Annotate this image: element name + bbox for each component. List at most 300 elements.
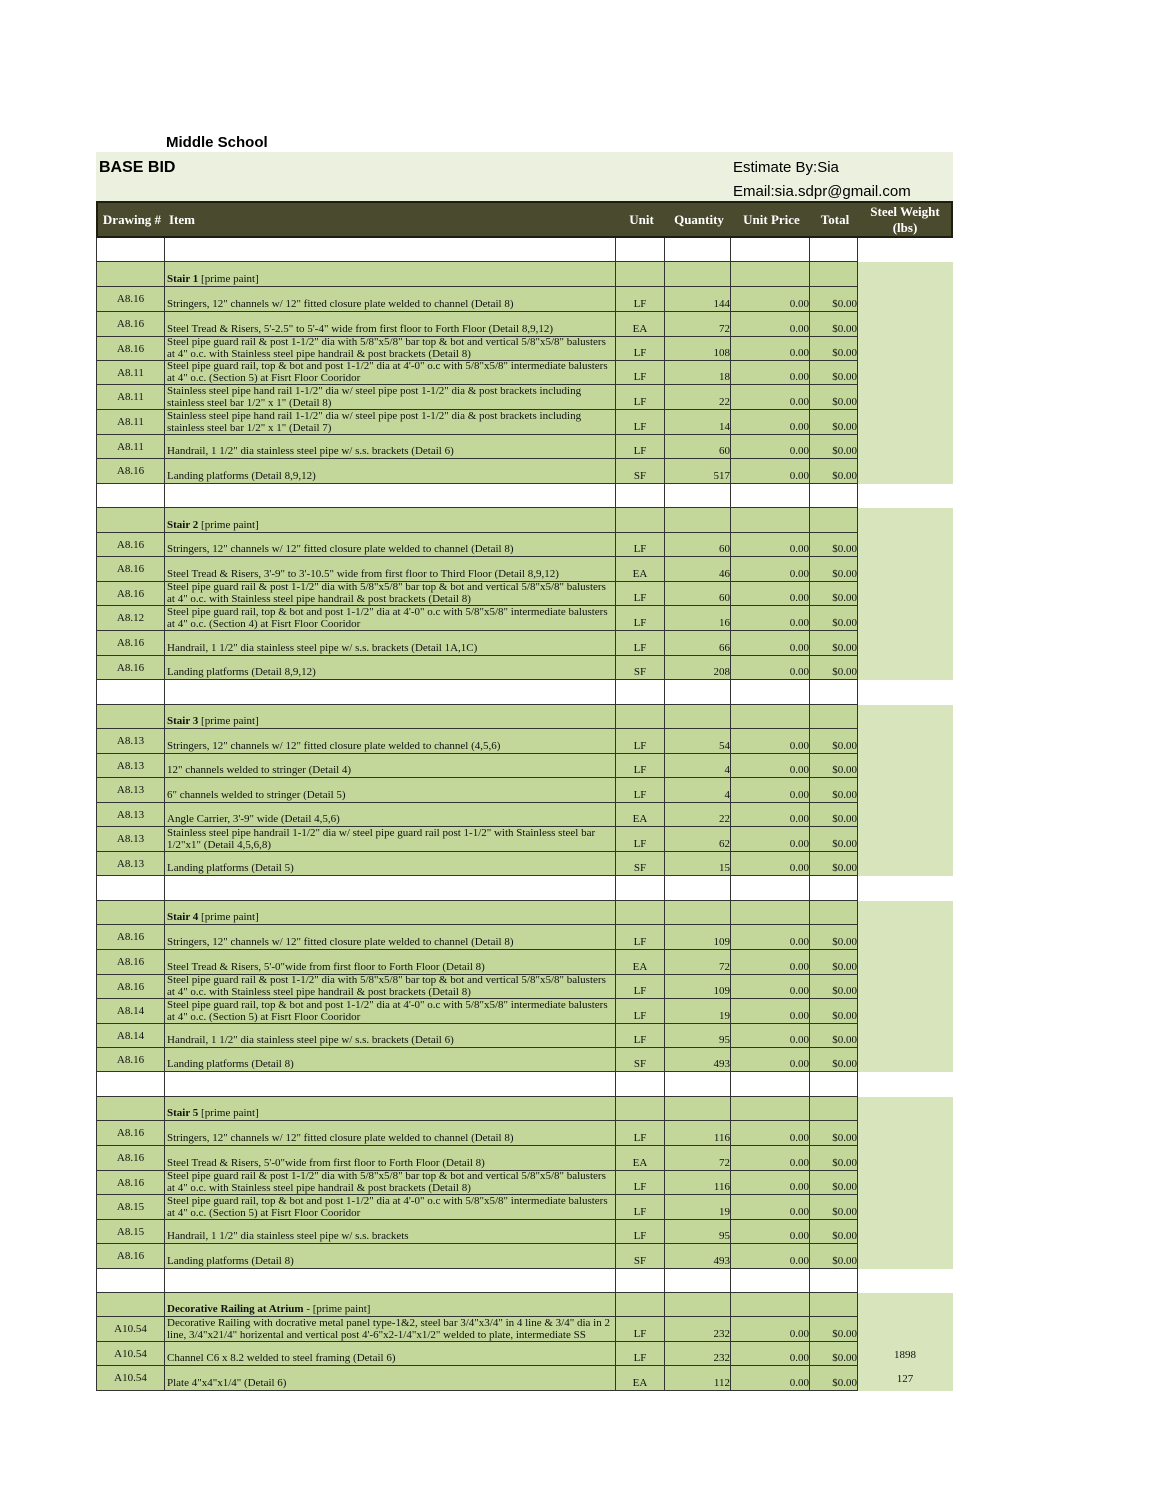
cell-total [810,950,858,975]
total-value: $0.00 [832,371,857,383]
col-item: Item [169,211,195,227]
spacer-row [96,680,858,705]
table-row [96,312,858,337]
cell-unit-price [731,557,810,582]
col-unit-price: Unit Price [743,211,800,227]
drawing-number: A8.16 [116,318,145,330]
quantity-value: 22 [719,396,730,408]
cell-unit [616,631,665,656]
cell-drawing [96,778,165,803]
item-description: Stainless steel pipe hand rail 1-1/2" dia w/ steel pipe post 1-1/2" dia & post brackets including stainless steel bar 1/2" x 1" (Detail 7) [167,410,582,434]
cell-unit-price [731,1146,810,1171]
cell-drawing [96,361,165,385]
total-value: $0.00 [832,1328,857,1340]
unit-price-value: 0.00 [789,740,809,752]
cell-item [165,705,616,729]
cell-quantity [665,1195,731,1220]
cell-item [165,975,616,999]
cell-unit-price [731,1244,810,1269]
cell-unit-price [731,459,810,484]
unit-value: EA [632,568,648,580]
item-description: Stainless steel pipe handrail 1-1/2" dia w/ steel pipe guard rail post 1-1/2" with Stainless steel bar 1/2"x1" (Detail 4,5,6,8) [167,827,596,851]
cell-unit-price [731,656,810,680]
item-description: Angle Carrier, 3'-9" wide (Detail 4,5,6) [167,813,340,825]
cell-quantity [665,361,731,385]
total-value: $0.00 [832,936,857,948]
unit-value: SF [633,1058,647,1070]
cell-unit-price [731,680,810,705]
drawing-number: A8.16 [116,661,145,674]
section-note: [prime paint] [198,273,259,285]
section-title-row [96,1293,858,1317]
total-value: $0.00 [832,789,857,801]
cell-unit [616,287,665,312]
cell-quantity [665,1317,731,1342]
cell-quantity [665,287,731,312]
cell-total [810,803,858,827]
unit-value: SF [633,470,647,482]
col-drawing: Drawing # [102,211,162,227]
cell-total [810,238,858,262]
cell-unit-price [731,1097,810,1121]
total-value: $0.00 [832,862,857,874]
cell-total [810,1293,858,1317]
cell-total [810,999,858,1024]
cell-item [165,606,616,631]
cell-drawing [96,925,165,950]
table-row [96,533,858,557]
cell-drawing [96,262,165,287]
cell-unit [616,827,665,852]
item-description: 6" channels welded to stringer (Detail 5) [167,789,346,801]
total-value: $0.00 [832,1352,857,1364]
unit-value: LF [633,371,647,383]
cell-item [165,533,616,557]
cell-unit [616,999,665,1024]
cell-unit [616,778,665,803]
drawing-number: A8.16 [116,1176,145,1189]
cell-drawing [96,385,165,410]
table-row [96,459,858,484]
cell-drawing [96,1293,165,1317]
section-note: [prime paint] [198,715,259,727]
steel-weight-value: 1898 [894,1349,916,1361]
cell-quantity [665,1097,731,1121]
unit-value: LF [633,1352,647,1364]
cell-quantity [665,999,731,1024]
drawing-number: A8.16 [116,587,145,600]
cell-item [165,680,616,705]
cell-total [810,1195,858,1220]
drawing-number: A8.16 [116,956,145,968]
unit-value: LF [633,936,647,948]
unit-value: LF [633,985,647,997]
drawing-number: A8.16 [116,1053,145,1066]
cell-unit-price [731,803,810,827]
unit-value: EA [632,813,648,825]
cell-unit [616,1293,665,1317]
cell-unit [616,1048,665,1072]
cell-total [810,778,858,803]
section-note: - [prime paint] [303,1303,371,1315]
cell-item [165,1293,616,1317]
unit-value: EA [632,1377,648,1389]
cell-quantity [665,606,731,631]
table-row [96,1121,858,1146]
quantity-value: 60 [719,592,730,604]
table-row [96,631,858,656]
drawing-number: A8.14 [116,1029,145,1042]
cell-total [810,1024,858,1048]
cell-unit [616,557,665,582]
quantity-value: 116 [713,1132,730,1144]
cell-unit-price [731,287,810,312]
cell-item [165,950,616,975]
cell-item [165,337,616,361]
unit-price-value: 0.00 [789,1206,809,1218]
cell-quantity [665,754,731,778]
drawing-number: A8.15 [116,1201,145,1213]
cell-item [165,1195,616,1220]
cell-total [810,975,858,999]
steel-weight-band [857,901,953,1072]
cell-unit-price [731,1195,810,1220]
bid-label: BASE BID [99,159,176,176]
unit-value: EA [632,961,648,973]
cell-total [810,287,858,312]
unit-value: LF [633,1010,647,1022]
cell-unit-price [731,1293,810,1317]
cell-unit-price [731,1317,810,1342]
item-description: Landing platforms (Detail 8,9,12) [167,666,316,678]
quantity-value: 112 [713,1377,730,1389]
cell-unit-price [731,606,810,631]
item-description: Landing platforms (Detail 8,9,12) [167,470,316,482]
unit-price-value: 0.00 [789,1157,809,1169]
cell-unit-price [731,1048,810,1072]
table-row [96,1195,858,1220]
item-description: Steel Tread & Risers, 5'-2.5" to 5'-4" wide from first floor to Forth Floor (Detail 8,9,12) [167,323,553,335]
cell-unit-price [731,1342,810,1366]
cell-unit-price [731,1121,810,1146]
table-row [96,385,858,410]
cell-total [810,385,858,410]
section-title-row [96,901,858,925]
unit-value: LF [633,617,647,629]
quantity-value: 208 [713,666,730,678]
cell-drawing [96,803,165,827]
cell-drawing [96,337,165,361]
cell-total [810,754,858,778]
section-note: [prime paint] [198,1107,259,1119]
total-value: $0.00 [832,838,857,850]
drawing-number: A8.13 [116,808,145,821]
cell-quantity [665,950,731,975]
quantity-value: 19 [719,1010,730,1022]
drawing-number: A8.16 [116,293,145,305]
cell-item [165,1342,616,1366]
quantity-value: 493 [713,1058,730,1070]
cell-item [165,1097,616,1121]
cell-item [165,238,616,262]
table-row [96,1146,858,1171]
drawing-number: A8.16 [116,538,145,551]
drawing-number: A8.16 [116,637,145,649]
project-title: Middle School [166,134,268,151]
cell-quantity [665,1048,731,1072]
total-value: $0.00 [832,445,857,457]
quantity-value: 517 [713,470,730,482]
cell-total [810,1072,858,1097]
cell-drawing [96,1317,165,1342]
spacer-row [96,1072,858,1097]
cell-unit-price [731,925,810,950]
unit-price-value: 0.00 [789,1132,809,1144]
cell-unit [616,705,665,729]
cell-drawing [96,1072,165,1097]
drawing-number: A8.15 [116,1225,145,1238]
drawing-number: A8.12 [116,612,145,624]
table-row [96,1048,858,1072]
unit-price-value: 0.00 [789,813,809,825]
unit-price-value: 0.00 [789,347,809,359]
cell-unit [616,1269,665,1293]
cell-total [810,557,858,582]
cell-total [810,1121,858,1146]
quantity-value: 14 [719,421,730,433]
table-row [96,999,858,1024]
table-row [96,754,858,778]
cell-quantity [665,262,731,287]
cell-total [810,410,858,435]
quantity-value: 109 [713,985,730,997]
cell-item [165,754,616,778]
cell-drawing [96,901,165,925]
cell-quantity [665,582,731,606]
table-row [96,410,858,435]
table-row [96,1366,858,1391]
table-row [96,1342,858,1366]
drawing-number: A8.16 [116,931,145,943]
cell-drawing [96,680,165,705]
section-title [167,715,613,727]
quantity-value: 46 [719,568,730,580]
unit-value: LF [633,1206,647,1218]
total-value: $0.00 [832,1255,857,1267]
section-note: [prime paint] [198,911,259,923]
cell-drawing [96,1244,165,1269]
item-description: Handrail, 1 1/2" dia stainless steel pipe w/ s.s. brackets (Detail 6) [167,445,454,457]
drawing-number: A8.16 [116,342,145,355]
drawing-number: A8.13 [116,759,145,772]
unit-value: LF [633,347,647,359]
cell-unit [616,312,665,337]
cell-quantity [665,729,731,754]
cell-unit-price [731,729,810,754]
cell-item [165,582,616,606]
unit-value: LF [633,396,647,408]
total-value: $0.00 [832,1034,857,1046]
cell-unit [616,484,665,508]
quantity-value: 232 [713,1352,730,1364]
quantity-value: 493 [713,1255,730,1267]
quantity-value: 62 [719,838,730,850]
total-value: $0.00 [832,1132,857,1144]
cell-unit [616,925,665,950]
cell-drawing [96,950,165,975]
item-description: Plate 4"x4"x1/4" (Detail 6) [167,1377,287,1389]
cell-total [810,508,858,533]
total-value: $0.00 [832,396,857,408]
section-title [167,273,613,285]
cell-quantity [665,680,731,705]
total-value: $0.00 [832,347,857,359]
total-value: $0.00 [832,961,857,973]
cell-unit-price [731,508,810,533]
cell-total [810,876,858,901]
drawing-number: A8.14 [116,1005,145,1017]
unit-price-value: 0.00 [789,617,809,629]
cell-item [165,729,616,754]
cell-item [165,631,616,656]
quantity-value: 19 [719,1206,730,1218]
unit-price-value: 0.00 [789,985,809,997]
item-description: Handrail, 1 1/2" dia stainless steel pipe w/ s.s. brackets [167,1230,409,1242]
item-description: Steel pipe guard rail & post 1-1/2" dia with 5/8"x5/8" bar top & bot and vertical 5/8"x5/8" balusters at 4" o.c. with Stainless steel pipe handrail & post brackets (Detail 8) [167,337,606,360]
table-row [96,803,858,827]
cell-quantity [665,1293,731,1317]
total-value: $0.00 [832,1206,857,1218]
cell-quantity [665,901,731,925]
unit-value: LF [633,298,647,310]
unit-value: SF [633,1255,647,1267]
cell-quantity [665,238,731,262]
cell-unit-price [731,1072,810,1097]
col-unit: Unit [629,211,654,227]
quantity-value: 116 [713,1181,730,1193]
total-value: $0.00 [832,985,857,997]
cell-quantity [665,1024,731,1048]
drawing-number: A8.16 [116,465,145,477]
table-row [96,557,858,582]
table-row [96,852,858,876]
unit-price-value: 0.00 [789,592,809,604]
cell-unit [616,606,665,631]
cell-item [165,1366,616,1391]
cell-unit-price [731,1220,810,1244]
section-name: Stair 4 [167,911,199,923]
cell-item [165,361,616,385]
section-title [167,911,613,923]
section-name: Stair 3 [167,715,199,727]
quantity-value: 60 [719,543,730,555]
cell-quantity [665,459,731,484]
cell-item [165,778,616,803]
cell-unit-price [731,975,810,999]
total-value: $0.00 [832,1230,857,1242]
unit-value: LF [633,1132,647,1144]
cell-unit [616,901,665,925]
total-value: $0.00 [832,642,857,654]
cell-total [810,1317,858,1342]
item-description: Handrail, 1 1/2" dia stainless steel pipe w/ s.s. brackets (Detail 1A,1C) [167,642,478,654]
cell-drawing [96,533,165,557]
drawing-number: A8.16 [116,980,145,993]
cell-drawing [96,705,165,729]
cell-item [165,656,616,680]
cell-unit-price [731,1269,810,1293]
cell-item [165,410,616,435]
drawing-number: A8.13 [116,784,145,796]
cell-quantity [665,778,731,803]
section-name: Decorative Railing at Atrium [167,1303,304,1315]
cell-item [165,827,616,852]
cell-quantity [665,484,731,508]
cell-quantity [665,337,731,361]
unit-price-value: 0.00 [789,543,809,555]
cell-unit [616,238,665,262]
quantity-value: 72 [719,323,730,335]
cell-unit-price [731,876,810,901]
cell-unit [616,680,665,705]
table-row [96,778,858,803]
cell-item [165,312,616,337]
unit-price-value: 0.00 [789,323,809,335]
cell-drawing [96,238,165,262]
item-description: Landing platforms (Detail 5) [167,862,294,874]
cell-unit [616,1244,665,1269]
col-steel-weight: Steel Weight (lbs) [870,203,940,235]
unit-value: EA [632,323,648,335]
steel-weight-band [857,508,953,680]
quantity-value: 18 [719,371,730,383]
cell-unit [616,1146,665,1171]
cell-drawing [96,312,165,337]
cell-unit [616,656,665,680]
cell-total [810,361,858,385]
drawing-number: A8.16 [116,1127,145,1139]
cell-unit [616,803,665,827]
unit-value: LF [633,642,647,654]
unit-price-value: 0.00 [789,838,809,850]
unit-price-value: 0.00 [789,1181,809,1193]
cell-quantity [665,631,731,656]
quantity-value: 95 [719,1034,730,1046]
cell-total [810,606,858,631]
cell-unit-price [731,754,810,778]
drawing-number: A8.11 [117,416,144,428]
cell-quantity [665,1072,731,1097]
table-row [96,287,858,312]
cell-drawing [96,410,165,435]
drawing-number: A10.54 [114,1372,147,1384]
unit-price-value: 0.00 [789,1328,809,1340]
cell-total [810,852,858,876]
cell-quantity [665,827,731,852]
cell-drawing [96,1171,165,1195]
cell-item [165,1171,616,1195]
cell-total [810,435,858,459]
cell-unit-price [731,1366,810,1391]
quantity-value: 109 [713,936,730,948]
cell-drawing [96,1146,165,1171]
drawing-number: A8.13 [116,735,145,747]
cell-item [165,287,616,312]
item-description: Stringers, 12" channels w/ 12" fitted closure plate welded to channel (Detail 8) [167,936,514,948]
cell-item [165,1072,616,1097]
unit-value: SF [633,666,647,678]
drawing-number: A8.11 [117,440,144,453]
